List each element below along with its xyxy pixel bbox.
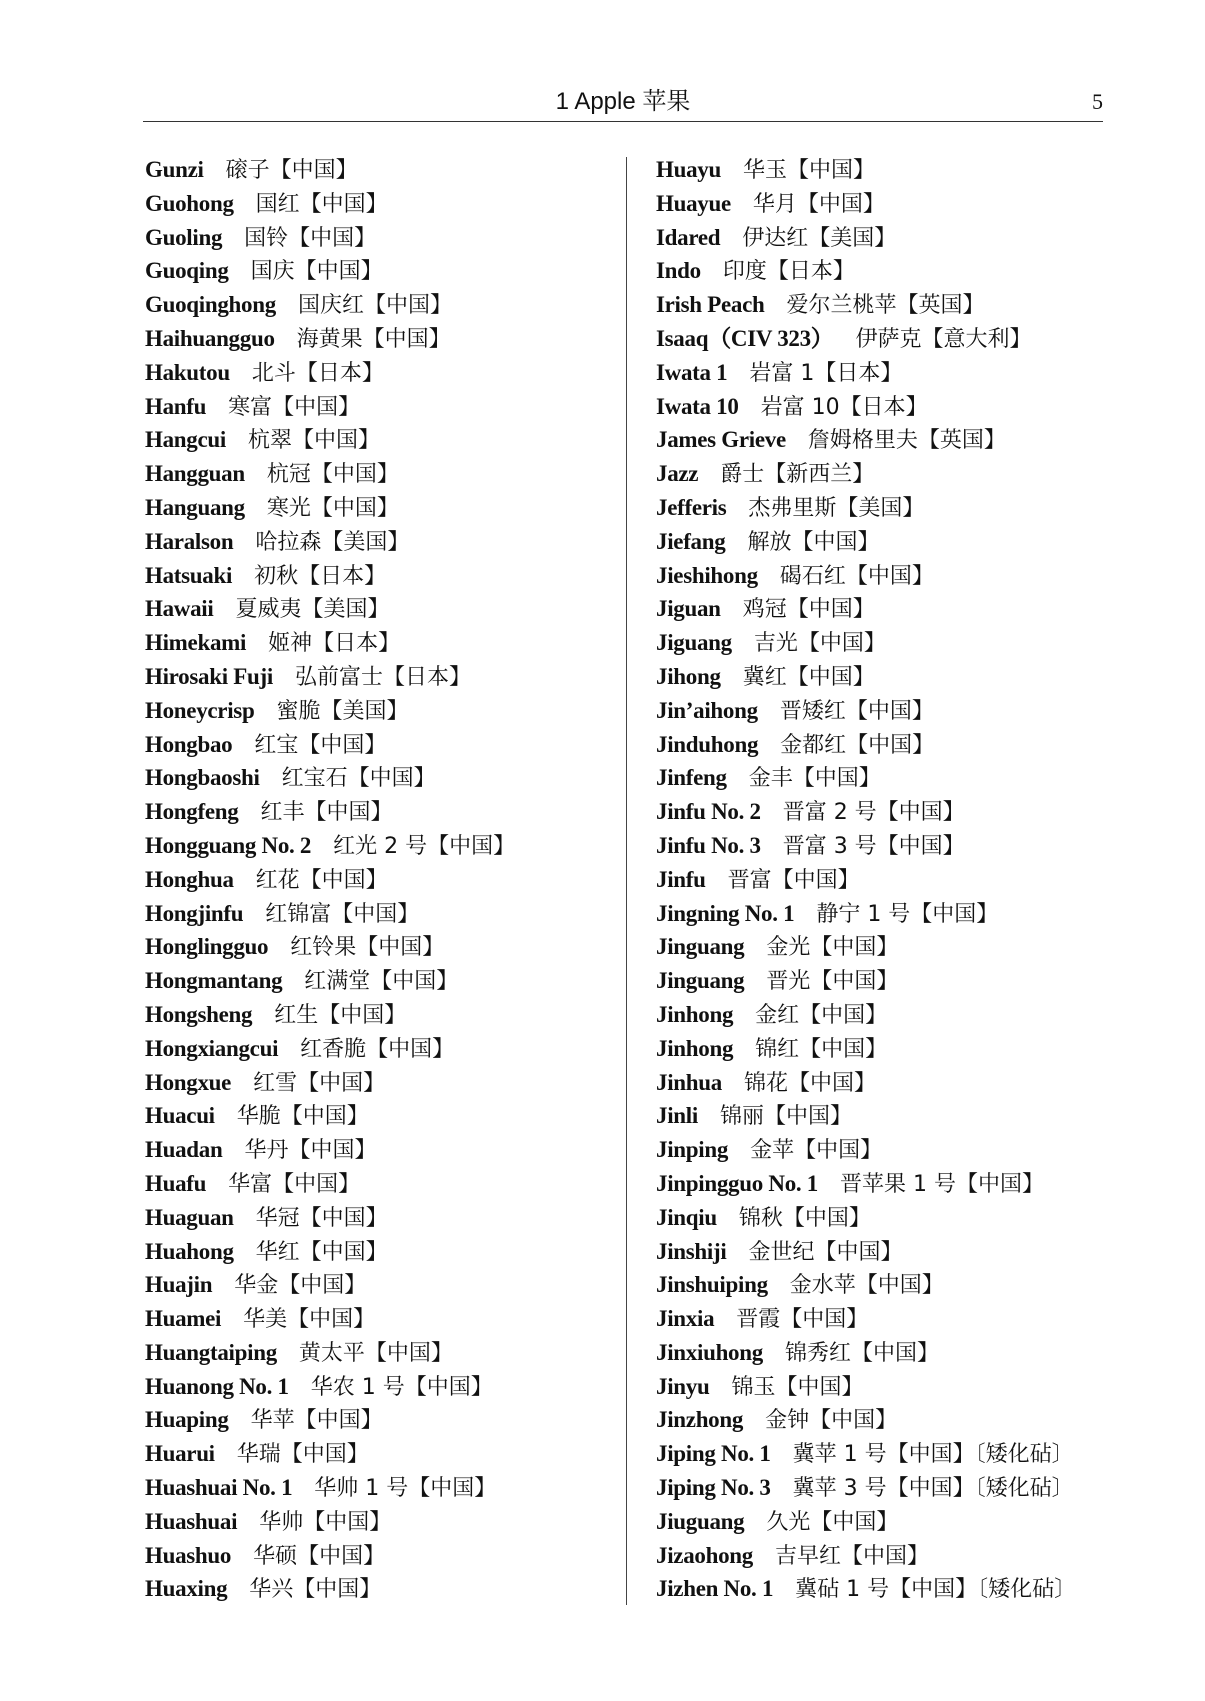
- cultivar-entry: [145, 1572, 615, 1606]
- cultivar-name: Gunzi: [145, 157, 204, 182]
- cultivar-entry: [145, 1066, 615, 1100]
- right-column: [656, 153, 1116, 1606]
- cultivar-name: Huashuo: [145, 1542, 232, 1568]
- cultivar-name: Hakutou: [145, 359, 230, 385]
- cultivar-entry: [145, 1336, 615, 1370]
- cultivar-name: Hanfu: [145, 393, 207, 419]
- chinese-name: 红铃果【中国】: [290, 935, 445, 961]
- cultivar-name: Huarui: [145, 1441, 215, 1467]
- cultivar-entry: [145, 694, 615, 728]
- chinese-name: 红香脆【中国】: [300, 1036, 455, 1062]
- cultivar-name: Jiefang: [656, 528, 726, 554]
- cultivar-name: Honeycrisp: [145, 697, 255, 723]
- cultivar-entry: [145, 187, 615, 221]
- chinese-name: 吉光【中国】: [753, 631, 886, 657]
- cultivar-entry: [145, 795, 615, 829]
- chinese-name: 红光 2 号【中国】: [333, 833, 516, 859]
- chinese-name: 蜜脆【美国】: [276, 698, 409, 724]
- cultivar-name: Hanguang: [145, 494, 245, 520]
- chinese-name: 金水苹【中国】: [789, 1273, 944, 1299]
- cultivar-name: Jingning No. 1: [656, 900, 795, 926]
- chinese-name: 华丹【中国】: [244, 1138, 377, 1164]
- cultivar-name: Jiuguang: [656, 1508, 745, 1534]
- cultivar-name: Guohong: [145, 190, 234, 216]
- cultivar-name: Jinhua: [656, 1069, 722, 1095]
- chinese-name: 红宝【中国】: [254, 732, 387, 758]
- chinese-name: 杰弗里斯【美国】: [748, 495, 925, 521]
- chinese-name: 红花【中国】: [255, 867, 388, 893]
- cultivar-name: Jinqiu: [656, 1204, 717, 1230]
- cultivar-name: Hirosaki Fuji: [145, 663, 273, 689]
- cultivar-name: Huajin: [145, 1272, 213, 1298]
- cultivar-name: Haralson: [145, 528, 234, 554]
- chinese-name: 久光【中国】: [766, 1509, 899, 1535]
- chinese-name: 冀苹 1 号【中国】〔矮化砧〕: [792, 1442, 1074, 1468]
- cultivar-entry: [145, 390, 615, 424]
- cultivar-name: Jinyu: [656, 1373, 710, 1399]
- cultivar-name: Guoqinghong: [145, 292, 276, 318]
- cultivar-name: Guoqing: [145, 258, 229, 284]
- chinese-name: 华月【中国】: [752, 191, 885, 217]
- chinese-name: 锦秋【中国】: [738, 1205, 871, 1231]
- chinese-name: 华兴【中国】: [249, 1577, 382, 1603]
- cultivar-entry: [656, 728, 1116, 762]
- cultivar-name: Jin’aihong: [656, 697, 758, 723]
- chinese-name: 晋光【中国】: [766, 969, 899, 995]
- cultivar-name: Irish Peach: [656, 292, 765, 318]
- chinese-name: 黄太平【中国】: [298, 1340, 453, 1366]
- cultivar-name: Huangtaiping: [145, 1339, 277, 1365]
- cultivar-name: Hongguang No. 2: [145, 832, 312, 858]
- chinese-name: 岩富 1【日本】: [749, 360, 903, 386]
- cultivar-entry: [145, 761, 615, 795]
- chinese-name: 华瑞【中国】: [236, 1442, 369, 1468]
- chinese-name: 锦秀红【中国】: [784, 1340, 939, 1366]
- cultivar-entry: [145, 457, 615, 491]
- chinese-name: 寒富【中国】: [228, 394, 361, 420]
- chinese-name: 金钟【中国】: [765, 1408, 898, 1434]
- cultivar-name: Hongjinfu: [145, 900, 244, 926]
- chinese-name: 哈拉森【美国】: [255, 529, 410, 555]
- cultivar-name: Jinfu: [656, 866, 706, 892]
- cultivar-entry: [656, 897, 1116, 931]
- chinese-name: 国铃【中国】: [244, 225, 377, 251]
- cultivar-entry: [656, 322, 1116, 356]
- cultivar-name: Hongbao: [145, 731, 233, 757]
- cultivar-name: Huamei: [145, 1306, 222, 1332]
- chinese-name: 晋富 2 号【中国】: [782, 800, 965, 826]
- cultivar-name: Jinduhong: [656, 731, 759, 757]
- cultivar-entry: [145, 423, 615, 457]
- chinese-name: 锦花【中国】: [743, 1070, 876, 1096]
- chinese-name: 晋富【中国】: [727, 867, 860, 893]
- chinese-name: 华农 1 号【中国】: [310, 1374, 493, 1400]
- chinese-name: 华美【中国】: [243, 1307, 376, 1333]
- cultivar-entry: [656, 1302, 1116, 1336]
- chinese-name: 国红【中国】: [255, 191, 388, 217]
- cultivar-entry: [145, 592, 615, 626]
- cultivar-name: Jinguang: [656, 934, 745, 960]
- cultivar-name: Jinxia: [656, 1306, 715, 1332]
- chinese-name: 爱尔兰桃苹【英国】: [786, 293, 985, 319]
- cultivar-entry: [145, 254, 615, 288]
- cultivar-name: Huacui: [145, 1103, 215, 1129]
- cultivar-entry: [656, 1572, 1116, 1606]
- cultivar-entry: [145, 1370, 615, 1404]
- cultivar-entry: [145, 153, 615, 187]
- cultivar-entry: [656, 1336, 1116, 1370]
- running-header-title: 1 Apple 苹果: [555, 88, 691, 115]
- chinese-name: 锦玉【中国】: [731, 1374, 864, 1400]
- cultivar-entry: [145, 1437, 615, 1471]
- chinese-name: 印度【日本】: [722, 259, 855, 285]
- page-header: [143, 84, 1103, 120]
- chinese-name: 伊萨克【意大利】: [855, 326, 1032, 352]
- chinese-name: 静宁 1 号【中国】: [816, 901, 999, 927]
- chinese-name: 华硕【中国】: [253, 1543, 386, 1569]
- cultivar-entry: [656, 1539, 1116, 1573]
- cultivar-name: Hongbaoshi: [145, 765, 260, 791]
- cultivar-entry: [145, 897, 615, 931]
- cultivar-name: Huahong: [145, 1238, 234, 1264]
- cultivar-name: Jieshihong: [656, 562, 758, 588]
- cultivar-entry: [145, 322, 615, 356]
- header-rule: [143, 121, 1103, 122]
- column-divider: [626, 157, 627, 1605]
- cultivar-name: Jinfu No. 2: [656, 799, 761, 825]
- chinese-name: 华脆【中国】: [236, 1104, 369, 1130]
- cultivar-name: Iwata 1: [656, 359, 728, 385]
- cultivar-entry: [145, 1133, 615, 1167]
- cultivar-name: Indo: [656, 258, 701, 284]
- cultivar-entry: [656, 1471, 1116, 1505]
- cultivar-entry: [656, 795, 1116, 829]
- cultivar-entry: [145, 288, 615, 322]
- chinese-name: 岩富 10【日本】: [760, 394, 928, 420]
- cultivar-name: Jizhen No. 1: [656, 1576, 774, 1602]
- chinese-name: 锦丽【中国】: [719, 1104, 852, 1130]
- cultivar-entry: [656, 423, 1116, 457]
- chinese-name: 夏威夷【美国】: [235, 597, 390, 623]
- page-number: 5: [1092, 89, 1103, 114]
- cultivar-entry: [145, 728, 615, 762]
- cultivar-entry: [656, 660, 1116, 694]
- chinese-name: 华冠【中国】: [255, 1205, 388, 1231]
- cultivar-name: Hongxiangcui: [145, 1035, 279, 1061]
- chinese-name: 吉早红【中国】: [774, 1543, 929, 1569]
- cultivar-name: Jinfu No. 3: [656, 832, 761, 858]
- cultivar-entry: [145, 1268, 615, 1302]
- cultivar-entry: [145, 930, 615, 964]
- cultivar-entry: [145, 863, 615, 897]
- cultivar-entry: [656, 288, 1116, 322]
- chinese-name: 寒光【中国】: [266, 495, 399, 521]
- chinese-name: 锦红【中国】: [755, 1036, 888, 1062]
- cultivar-name: Himekami: [145, 630, 247, 656]
- chinese-name: 爵士【新西兰】: [720, 462, 875, 488]
- cultivar-name: Jinli: [656, 1103, 698, 1129]
- cultivar-name: Huayu: [656, 157, 721, 182]
- chinese-name: 磙子【中国】: [225, 158, 358, 183]
- chinese-name: 红雪【中国】: [253, 1070, 386, 1096]
- chinese-name: 金丰【中国】: [748, 766, 881, 792]
- cultivar-entry: [656, 592, 1116, 626]
- cultivar-name: Jefferis: [656, 494, 727, 520]
- chinese-name: 华玉【中国】: [742, 158, 875, 183]
- cultivar-name: Huaguan: [145, 1204, 234, 1230]
- cultivar-entry: [656, 1133, 1116, 1167]
- cultivar-entry: [656, 457, 1116, 491]
- chinese-name: 晋霞【中国】: [736, 1307, 869, 1333]
- chinese-name: 冀苹 3 号【中国】〔矮化砧〕: [792, 1476, 1074, 1502]
- chinese-name: 碣石红【中国】: [779, 563, 934, 589]
- chinese-name: 姬神【日本】: [268, 631, 401, 657]
- cultivar-entry: [145, 1403, 615, 1437]
- chinese-name: 晋苹果 1 号【中国】: [840, 1171, 1044, 1197]
- cultivar-entry: [656, 694, 1116, 728]
- cultivar-name: Jinhong: [656, 1035, 734, 1061]
- cultivar-name: Jazz: [656, 461, 699, 487]
- cultivar-name: Honghua: [145, 866, 234, 892]
- cultivar-entry: [145, 1201, 615, 1235]
- cultivar-entry: [145, 221, 615, 255]
- cultivar-entry: [656, 930, 1116, 964]
- cultivar-entry: [656, 1505, 1116, 1539]
- chinese-name: 金红【中国】: [755, 1002, 888, 1028]
- cultivar-name: Hongmantang: [145, 968, 283, 994]
- chinese-name: 金世纪【中国】: [748, 1239, 903, 1265]
- chinese-name: 华红【中国】: [255, 1239, 388, 1265]
- cultivar-name: James Grieve: [656, 427, 786, 453]
- cultivar-name: Huashuai No. 1: [145, 1475, 293, 1501]
- cultivar-name: Jiping No. 3: [656, 1475, 771, 1501]
- chinese-name: 华帅 1 号【中国】: [314, 1476, 497, 1502]
- chinese-name: 杭翠【中国】: [247, 428, 380, 454]
- chinese-name: 伊达红【美国】: [742, 225, 897, 251]
- cultivar-name: Haihuangguo: [145, 325, 275, 351]
- cultivar-name: Huafu: [145, 1170, 207, 1196]
- cultivar-entry: [145, 626, 615, 660]
- cultivar-entry: [656, 187, 1116, 221]
- cultivar-entry: [145, 964, 615, 998]
- cultivar-entry: [656, 829, 1116, 863]
- chinese-name: 金光【中国】: [766, 935, 899, 961]
- cultivar-entry: [145, 660, 615, 694]
- cultivar-name: Jinhong: [656, 1001, 734, 1027]
- cultivar-entry: [656, 1201, 1116, 1235]
- chinese-name: 华金【中国】: [234, 1273, 367, 1299]
- cultivar-entry: [145, 1539, 615, 1573]
- chinese-name: 华苹【中国】: [250, 1408, 383, 1434]
- cultivar-name: Hawaii: [145, 596, 214, 622]
- cultivar-name: Jinshuiping: [656, 1272, 768, 1298]
- chinese-name: 金苹【中国】: [750, 1138, 883, 1164]
- cultivar-entry: [145, 998, 615, 1032]
- chinese-name: 金都红【中国】: [780, 732, 935, 758]
- cultivar-entry: [656, 998, 1116, 1032]
- cultivar-entry: [145, 1167, 615, 1201]
- cultivar-entry: [145, 491, 615, 525]
- cultivar-entry: [656, 1268, 1116, 1302]
- chinese-name: 国庆【中国】: [250, 259, 383, 285]
- cultivar-entry: [145, 559, 615, 593]
- cultivar-name: Jinzhong: [656, 1407, 744, 1433]
- cultivar-name: Guoling: [145, 224, 223, 250]
- cultivar-entry: [145, 1302, 615, 1336]
- cultivar-entry: [656, 559, 1116, 593]
- chinese-name: 华富【中国】: [228, 1171, 361, 1197]
- chinese-name: 杭冠【中国】: [266, 462, 399, 488]
- chinese-name: 红锦富【中国】: [265, 901, 420, 927]
- cultivar-name: Hangcui: [145, 427, 226, 453]
- cultivar-name: Huashuai: [145, 1508, 238, 1534]
- cultivar-entry: [145, 1099, 615, 1133]
- cultivar-name: Jinshiji: [656, 1238, 727, 1264]
- cultivar-entry: [656, 863, 1116, 897]
- cultivar-name: Jiping No. 1: [656, 1441, 771, 1467]
- cultivar-name: Jizaohong: [656, 1542, 753, 1568]
- chinese-name: 红生【中国】: [274, 1002, 407, 1028]
- chinese-name: 弘前富士【日本】: [294, 664, 471, 690]
- cultivar-entry: [656, 1235, 1116, 1269]
- cultivar-name: Huadan: [145, 1137, 223, 1163]
- chinese-name: 冀砧 1 号【中国】〔矮化砧〕: [795, 1577, 1077, 1603]
- cultivar-entry: [656, 1167, 1116, 1201]
- cultivar-name: Hatsuaki: [145, 562, 233, 588]
- cultivar-entry: [656, 525, 1116, 559]
- cultivar-name: Hongsheng: [145, 1001, 253, 1027]
- cultivar-entry: [656, 964, 1116, 998]
- chinese-name: 红宝石【中国】: [281, 766, 436, 792]
- chinese-name: 解放【中国】: [747, 529, 880, 555]
- cultivar-name: Hongxue: [145, 1069, 232, 1095]
- chinese-name: 晋富 3 号【中国】: [782, 833, 965, 859]
- cultivar-entry: [656, 390, 1116, 424]
- cultivar-entry: [656, 1032, 1116, 1066]
- cultivar-name: Jinguang: [656, 968, 745, 994]
- cultivar-entry: [145, 1032, 615, 1066]
- cultivar-name: Hongfeng: [145, 799, 239, 825]
- chinese-name: 华帅【中国】: [259, 1509, 392, 1535]
- cultivar-name: Jinpingguo No. 1: [656, 1170, 819, 1196]
- cultivar-name: Huaping: [145, 1407, 229, 1433]
- cultivar-name: Honglingguo: [145, 934, 269, 960]
- cultivar-entry: [656, 626, 1116, 660]
- cultivar-entry: [145, 1471, 615, 1505]
- cultivar-entry: [145, 525, 615, 559]
- cultivar-name: Jinping: [656, 1137, 729, 1163]
- cultivar-entry: [656, 1066, 1116, 1100]
- chinese-name: 红满堂【中国】: [304, 969, 459, 995]
- chinese-name: 红丰【中国】: [260, 800, 393, 826]
- chinese-name: 冀红【中国】: [742, 664, 875, 690]
- cultivar-entry: [656, 1099, 1116, 1133]
- cultivar-entry: [656, 1370, 1116, 1404]
- chinese-name: 初秋【日本】: [254, 563, 387, 589]
- cultivar-entry: [145, 1505, 615, 1539]
- cultivar-name: Jihong: [656, 663, 721, 689]
- cultivar-name: Jinxiuhong: [656, 1339, 763, 1365]
- cultivar-name: Huayue: [656, 190, 731, 216]
- cultivar-entry: [656, 221, 1116, 255]
- cultivar-name: Hangguan: [145, 461, 245, 487]
- cultivar-entry: [656, 491, 1116, 525]
- cultivar-name: Jinfeng: [656, 765, 727, 791]
- chinese-name: 詹姆格里夫【英国】: [807, 428, 1006, 454]
- chinese-name: 晋矮红【中国】: [779, 698, 934, 724]
- cultivar-entry: [656, 1437, 1116, 1471]
- chinese-name: 国庆红【中国】: [297, 293, 452, 319]
- cultivar-entry: [656, 356, 1116, 390]
- cultivar-entry: [656, 153, 1116, 187]
- cultivar-name: Iwata 10: [656, 393, 739, 419]
- chinese-name: 海黄果【中国】: [296, 326, 451, 352]
- left-column: [145, 153, 615, 1606]
- cultivar-entry: [145, 829, 615, 863]
- cultivar-entry: [656, 1403, 1116, 1437]
- cultivar-name: Jiguang: [656, 630, 732, 656]
- cultivar-name: Isaaq（CIV 323）: [656, 325, 834, 351]
- cultivar-name: Huaxing: [145, 1576, 228, 1602]
- cultivar-name: Idared: [656, 224, 721, 250]
- chinese-name: 北斗【日本】: [251, 360, 384, 386]
- cultivar-name: Huanong No. 1: [145, 1373, 289, 1399]
- cultivar-entry: [145, 356, 615, 390]
- cultivar-entry: [656, 761, 1116, 795]
- cultivar-entry: [656, 254, 1116, 288]
- cultivar-name: Jiguan: [656, 596, 721, 622]
- cultivar-entry: [145, 1235, 615, 1269]
- chinese-name: 鸡冠【中国】: [742, 597, 875, 623]
